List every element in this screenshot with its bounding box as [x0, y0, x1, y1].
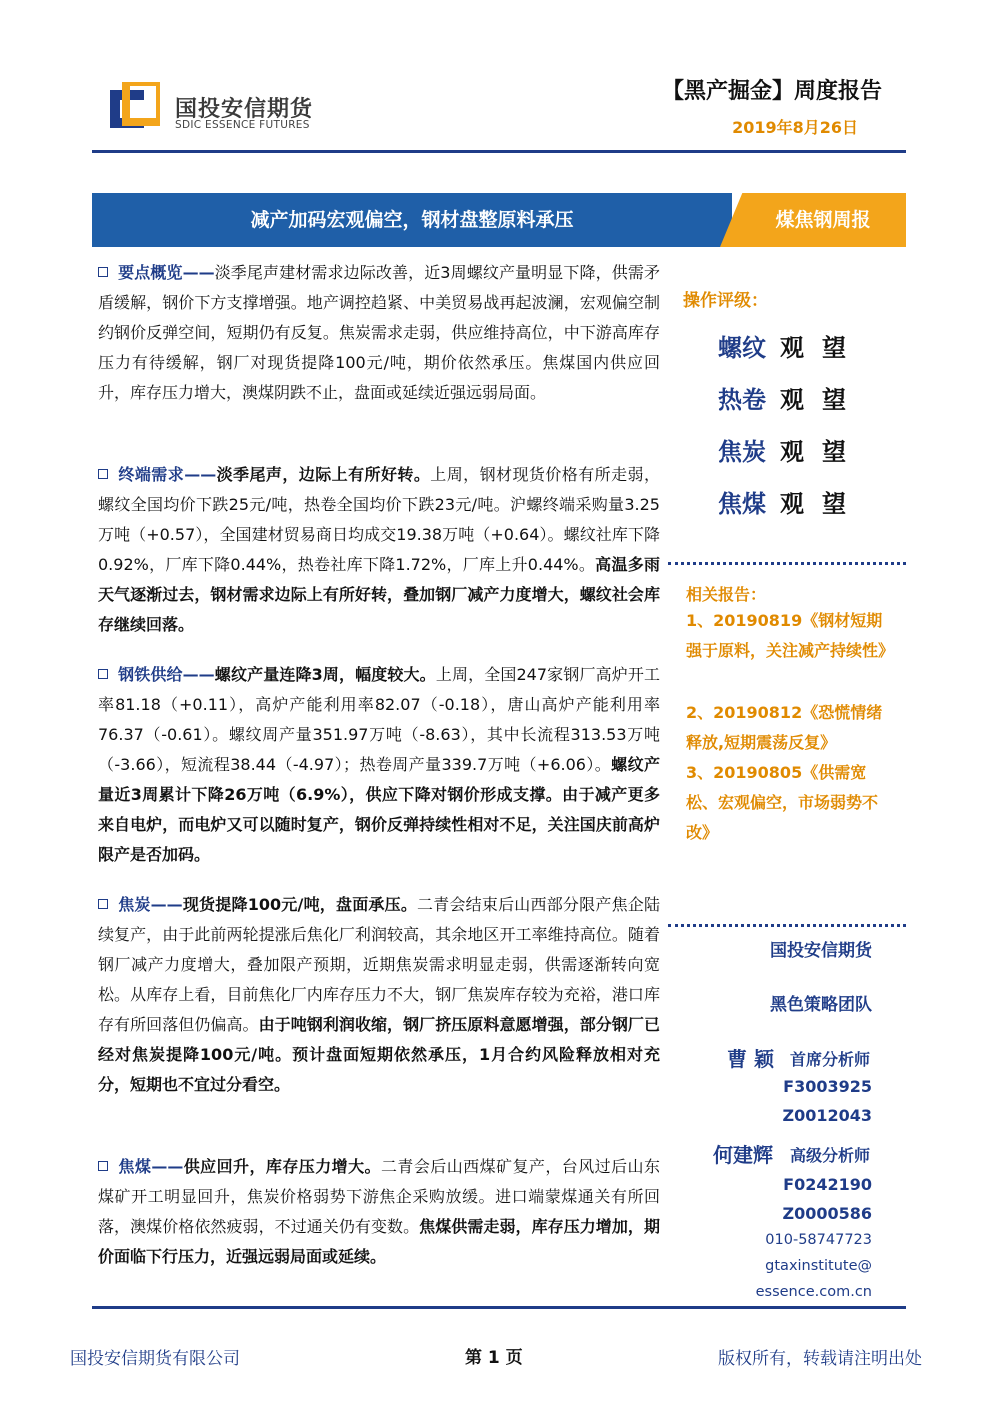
- analyst-title: 首席分析师: [790, 1050, 871, 1069]
- footer-copyright: 版权所有，转载请注明出处: [718, 1349, 922, 1369]
- section-conclusion: 高温多雨天气逐渐过去，钢材需求边际上有所好转，叠加钢厂减产力度增大，螺纹社会库存继续回落。: [98, 555, 660, 634]
- contact-phone: 010-58747723: [765, 1232, 872, 1248]
- section-key-point: 螺纹产量连降3周，幅度较大。: [214, 665, 436, 684]
- section-text: 淡季尾声建材需求边际改善，近3周螺纹产量明显下降，供需矛盾缓解，钢价下方支撑增强。地产调控趋紧、中美贸易战再起波澜，宏观偏空制约钢价反弹空间，短期仍有反复。焦炭需求走弱，供应维持高位，中下游高库存压力有待缓解，钢厂对现货提降100元/吨，期价依然承压。焦煤国内供应回升，库存压力增大，澳煤阴跌不止，盘面或延续近强远弱局面。: [98, 263, 660, 402]
- section-supply: [98, 660, 660, 870]
- report-date: 2019年8月26日: [732, 118, 858, 137]
- rating-product: 焦炭: [718, 438, 766, 466]
- rating-product: 螺纹: [718, 334, 766, 362]
- team-company: 国投安信期货: [770, 941, 872, 961]
- company-logo-icon: [110, 82, 160, 132]
- rating-label: 操作评级：: [683, 291, 768, 311]
- section-coking-coal: [98, 1152, 660, 1272]
- section-key-point: 现货提降100元/吨，盘面承压。: [182, 895, 418, 914]
- contact-email[interactable]: gtaxinstitute@: [765, 1258, 872, 1274]
- footer-company: 国投安信期货有限公司: [70, 1349, 240, 1369]
- section-heading: 焦炭: [118, 895, 151, 914]
- rating-value: 观望: [780, 490, 864, 518]
- analyst-cert: Z0012043: [782, 1106, 872, 1125]
- analyst-title: 高级分析师: [790, 1146, 871, 1165]
- heading-dash: ——: [151, 1157, 184, 1176]
- analyst-name: 曹 颖: [727, 1047, 774, 1071]
- analyst-name: 何建辉: [713, 1143, 773, 1167]
- heading-dash: ——: [182, 665, 215, 684]
- report-category: 煤焦钢周报: [775, 209, 871, 231]
- checkbox-bullet-icon: [98, 669, 108, 679]
- related-report-link[interactable]: 1、20190819《钢材短期强于原料，关注减产持续性》: [686, 611, 895, 660]
- section-text: 上周，钢材现货价格有所走弱，螺纹全国均价下跌25元/吨，热卷全国均价下跌23元/吨。沪螺终端采购量3.25万吨（+0.57），全国建材贸易商日均成交19.38万吨（+0.64）。螺纹社库下降0.92%，厂库下降0.44%，热卷社库下降1.72%，厂库上升0.44%。: [98, 465, 660, 574]
- related-report-link[interactable]: 3、20190805《供需宽松、宏观偏空，市场弱势不改》: [686, 763, 879, 842]
- rating-value: 观望: [780, 334, 864, 362]
- checkbox-bullet-icon: [98, 1161, 108, 1171]
- section-demand: [98, 460, 660, 640]
- section-conclusion: 焦煤供需走弱，库存压力增加，期价面临下行压力，近强远弱局面或延续。: [98, 1217, 660, 1266]
- related-report-link[interactable]: 2、20190812《恐慌情绪释放,短期震荡反复》: [686, 703, 883, 752]
- rating-value: 观望: [780, 438, 864, 466]
- rating-row: [718, 380, 864, 415]
- section-text: 二青会后山西煤矿复产，台风过后山东煤矿开工明显回升，焦炭价格弱势下游焦企采购放缓。进口端蒙煤通关有所回落，澳煤价格依然疲弱，不过通关仍有变数。: [98, 1157, 660, 1236]
- report-type-title: 【黑产掘金】周度报告: [661, 79, 882, 104]
- section-overview: [98, 258, 660, 408]
- rating-row: [718, 432, 864, 467]
- rating-product: 热卷: [718, 386, 766, 414]
- section-key-point: 供应回升，库存压力增大。: [183, 1157, 381, 1176]
- checkbox-bullet-icon: [98, 899, 108, 909]
- team-name: 黑色策略团队: [770, 995, 872, 1015]
- section-heading: 钢铁供给: [118, 665, 183, 684]
- analyst-cert: Z0000586: [782, 1204, 872, 1223]
- rating-value: 观望: [780, 386, 864, 414]
- header-divider: [92, 150, 906, 153]
- logo-name-en: SDIC ESSENCE FUTURES: [175, 119, 310, 131]
- heading-dash: ——: [182, 263, 215, 282]
- logo-name-cn: 国投安信期货: [175, 97, 314, 122]
- related-reports-title: 相关报告：: [686, 585, 767, 604]
- rating-row: [718, 484, 864, 519]
- section-text: 上周，全国247家钢厂高炉开工率81.18（+0.11），高炉产能利用率82.07（-0.18），唐山高炉产能利用率76.37（-0.61）。螺纹周产量351.97万吨（-8.63），其中长流程313.53万吨（-3.66），短流程38.44（-4.97）；热卷周产量339.7万吨（+6.06）。: [98, 665, 660, 774]
- checkbox-bullet-icon: [98, 267, 108, 277]
- heading-dash: ——: [150, 895, 183, 914]
- report-headline: 减产加码宏观偏空，钢材盘整原料承压: [250, 209, 574, 231]
- analyst-cert: F3003925: [783, 1077, 872, 1096]
- checkbox-bullet-icon: [98, 469, 108, 479]
- section-text: 二青会结束后山西部分限产焦企陆续复产，由于此前两轮提涨后焦化厂利润较高，其余地区开工率维持高位。随着钢厂减产力度增大，叠加限产预期，近期焦炭需求明显走弱，供需逐渐转向宽松。从库存上看，目前焦化厂内库存压力不大，钢厂焦炭库存较为充裕，港口库存有所回落但仍偏高。: [98, 895, 660, 1034]
- footer-divider: [92, 1306, 906, 1309]
- contact-email-domain[interactable]: essence.com.cn: [755, 1284, 872, 1300]
- section-heading: 要点概览: [118, 263, 183, 282]
- dotted-divider: [668, 562, 906, 565]
- rating-row: [718, 328, 864, 363]
- section-heading: 终端需求: [118, 465, 185, 484]
- section-heading: 焦煤: [118, 1157, 152, 1176]
- dotted-divider: [668, 924, 906, 927]
- page-number: 第 1 页: [465, 1348, 523, 1368]
- analyst-cert: F0242190: [783, 1175, 872, 1194]
- heading-dash: ——: [184, 465, 217, 484]
- section-coke: [98, 890, 660, 1100]
- section-key-point: 淡季尾声，边际上有所好转。: [216, 465, 431, 484]
- rating-product: 焦煤: [718, 490, 766, 518]
- section-conclusion: 由于吨钢利润收缩，钢厂挤压原料意愿增强，部分钢厂已经对焦炭提降100元/吨。预计盘面短期依然承压，1月合约风险释放相对充分，短期也不宜过分看空。: [98, 1015, 660, 1094]
- section-conclusion: 螺纹产量近3周累计下降26万吨（6.9%），供应下降对钢价形成支撑。由于减产更多来自电炉，而电炉又可以随时复产，钢价反弹持续性相对不足，关注国庆前高炉限产是否加码。: [98, 755, 660, 864]
